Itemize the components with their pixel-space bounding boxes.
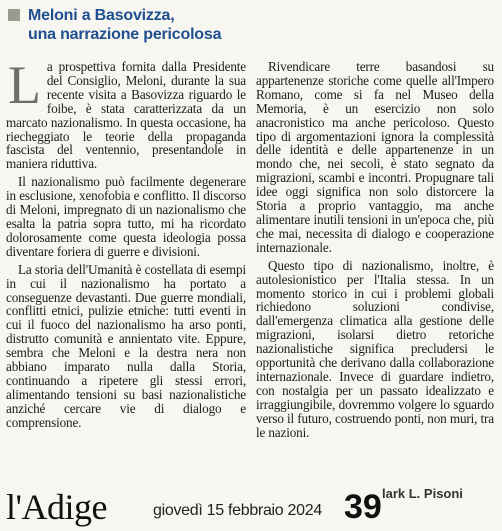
- article-paragraph: Rivendicare terre basandosi su appartenenze storiche come quelle all'Impero Romano, come si fa nel Museo della Memoria, è un esercizio non solo anacronistico ma anche pericoloso. Questo tipo di argomentazioni ignora la complessità delle identità e delle appartenenze in un mondo che, nei secoli, è stato segnato da migrazioni, scambi e incontri. Propugnare tali idee oggi significa non solo distorcere la Storia a proprio vantaggio, ma anche alimentare inutili tensioni in un'epoca che, più che mai, necessita di dialogo e cooperazione internazionale.: [256, 59, 494, 255]
- headline-line-2: una narrazione pericolosa: [28, 26, 222, 43]
- article-paragraph: La storia dell'Umanità è costellata di esempi in cui il nazionalismo ha portato a conseguenze devastanti. Due guerre mondiali, conflitti etnici, pulizie etniche: tutti eventi in cui il fuoco del nazionalismo ha arso ponti, distrutto comunità e annientato vite. Eppure, sembra che Meloni e la destra nera non abbiano imparato nulla dalla Storia, continuando a ripetere gli stessi errori, alimentando tensioni su basi nazionalistiche anziché cercare vie di dialogo e comprensione.: [6, 261, 246, 430]
- article-column-left: [6, 55, 246, 434]
- newspaper-logo: l'Adige: [6, 487, 107, 527]
- article-column-right: [256, 60, 494, 443]
- article-paragraph: Questo tipo di nazionalismo, inoltre, è autolesionistico per l'Italia stessa. In un momento storico in cui i problemi globali richiedono soluzioni condivise, dall'emergenza climatica alla gestione delle migrazioni, isolarsi dietro retoriche nazionalistiche significa precludersi le opportunità che derivano dalla collaborazione internazionale. Invece di guardare indietro, con nostalgia per un passato idealizzato e irraggiungibile, dovremmo volgere lo sguardo verso il futuro, costruendo ponti, non muri, tra le nazioni.: [256, 257, 494, 440]
- article-headline: [8, 6, 253, 44]
- publication-date: giovedì 15 febbraio 2024: [153, 502, 322, 519]
- page-footer: [0, 484, 502, 531]
- headline-line-1: Meloni a Basovizza,: [28, 7, 175, 24]
- page-number: 39: [344, 488, 382, 526]
- article-paragraph: La prospettiva fornita dalla Presidente del Consiglio, Meloni, durante la sua recente visita a Basovizza riguardo le foibe, è stata caratterizzata da un marcato nazionalismo. In questa occasione, ha riecheggiato le teorie della propaganda fascista del ventennio, presentandole in maniera riduttiva.: [6, 55, 246, 172]
- article-paragraph: Il nazionalismo può facilmente degenerare in esclusione, xenofobia e conflitto. Il discorso di Meloni, impregnato di un nazionalismo che esalta la patria sopra tutto, mi ha ricordato dolorosamente come questa ideologia possa diventare foriera di guerre e divisioni.: [6, 174, 246, 259]
- drop-cap: L: [8, 55, 41, 115]
- article-author: lark L. Pisoni: [382, 486, 463, 501]
- headline-square-marker: [8, 9, 20, 21]
